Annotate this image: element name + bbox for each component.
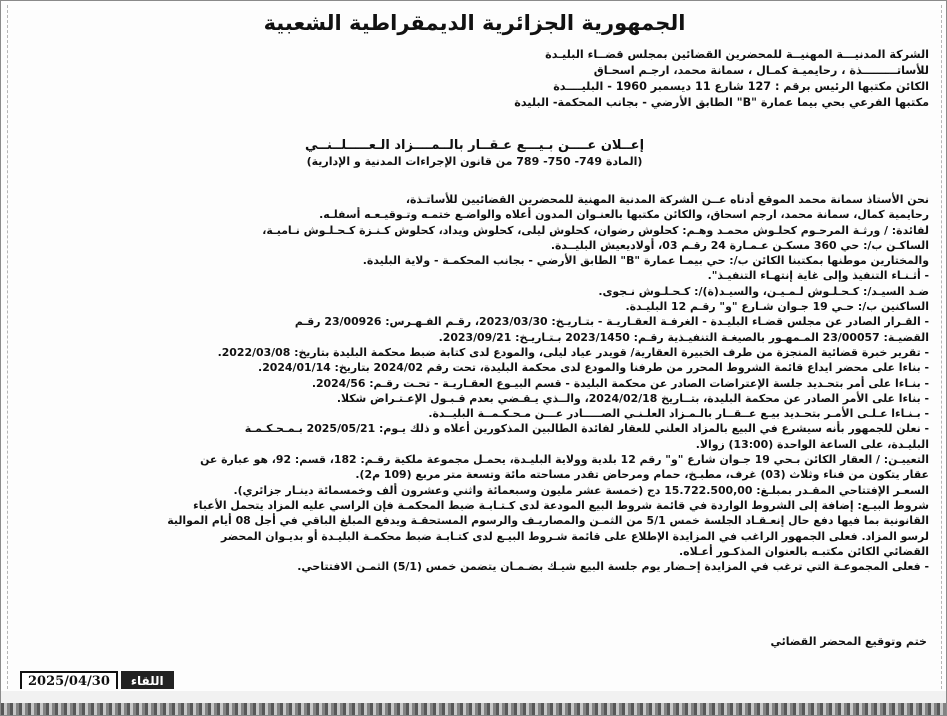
notice-body	[18, 192, 929, 574]
legal-notice	[7, 5, 942, 689]
announcement-subtitle: (المادة 749- 750- 789 من قانون الإجراءات المدنية و الإدارية)	[306, 155, 643, 168]
next-article-edge	[1, 703, 946, 716]
body-line: التعييـن: / العقار الكائن بـحي 19 جـوان شارع "و" رقم 12 بلدية وولاية البليـدة، يحمـل مجموعة ملكية رقـم: 182، قسم: 92، هو عبارة عن	[200, 453, 929, 467]
header-line: مكتبها الفرعي بحي بيما عمارة "B" الطابق الأرضي - بجانب المحكمة- البليدة	[514, 96, 929, 109]
body-line: - بناءا على محضر ايداع قائمة الشروط المحرر من طرفنا والمودع لدى محكمة البليدة، تحت رقم 2024/02 بتاريخ: 2024/01/14.	[258, 361, 929, 375]
body-line: لفائدة: / ورثـة المرحـوم كحلـوش محمـد وهـم: كحلوش رضوان، كحلوش ليلى، كحلوش ويداد، كحلوش كـنـزة كـحـلـوش نـاميـة،	[262, 223, 929, 237]
newspaper-name: اللقاء	[121, 671, 174, 689]
body-line: - القـرار الصادر عن مجلس قضـاء البليـدة - الغرفـة العقـاريـة - بتـاريـخ: 2023/03/30، رقـم الفـهـرس: 23/00926 رقـم	[294, 315, 929, 329]
body-line: - أثـنـاء التنفيذ وإلى غاية إنتهـاء التنفيـذ".	[707, 269, 929, 283]
body-line: القضائي الكائن مكتبـه بالعنوان المذكـور أعـلاه.	[679, 544, 929, 558]
body-line: البليـدة، على الساعة الواحدة (13:00) زوالا.	[695, 437, 929, 451]
body-line: الساكـن ب/: حي 360 مسكـن عـمـارة 24 رقـم 03، أولاديعيش البليــدة.	[550, 238, 929, 252]
body-line: - بـنـاءا عـلـى الأمـر بتحـديد بيـع عــقــار بالـمـزاد العلـنـي الصـــــادر عـــن مـحـكـمــة البليــدة.	[428, 407, 929, 421]
body-line: ضـد السيـد/: كـحـلـوش لـمـيـن، والسيـد(ة)/: كـحـلـوش نـجوى.	[598, 284, 929, 298]
body-line: عقار يتكون من فناء وثلاث (03) غرف، مطبـخ، حمام ومرحاض تقدر مساحته مائة وتسعة متر مربع (109 م2).	[355, 468, 929, 482]
publication-date: 2025/04/30	[20, 671, 118, 689]
header-line: الشركة المدنيـــة المهنيــة للمحضرين القضائين بمجلس قضــاء البليـدة	[545, 48, 929, 61]
body-line: والمختارين موطنها بمكتبنا الكائن ب/: حي بيمـا عمارة "B" الطابق الأرضي - بجانب المحكمـة - ولاية البليدة.	[362, 254, 929, 268]
announcement-block	[8, 138, 941, 168]
publication-footer	[20, 671, 220, 689]
notice-header	[209, 47, 929, 111]
header-line: الكائن مكتبها الرئيس برقم : 127 شارع 11 ديسمبر 1960 - البليــــدة	[553, 80, 929, 93]
body-line: نحن الأستاذ سمانة محمد الموقع أدناه عــن الشركة المدنية المهنية للمحضرين القضائيين للأساتـذة،	[405, 193, 929, 206]
body-line: - بناءا على الأمر الصادر عن محكمة البليدة، بتــاريخ 2024/02/18، والــذي يـقـضي بعدم قـبـول الإعـتـراض شكلا.	[336, 391, 929, 405]
body-line: لرسو المزاد. فعلى الجمهور الراغب في المزايدة الإطلاع على قائمة شـروط البيـع لدى كتـابـة ضبط محكمـة البليـدة أو بديـوان المحضر	[221, 529, 929, 543]
body-line: شروط البيـع: إضافة إلى الشروط الواردة في قائمة شروط البيع المودعة لدى كـتـابـة ضبط المحكمـة فإن الراسي عليه المزاد يتحمل الأعباء	[193, 498, 929, 512]
closing-signature: ختم وتوقيع المحضر القضائي	[770, 635, 927, 648]
header-line: للأساتـــــــــذة ، رحايميـة كمـال ، سمانة محمد، ارجـم اسحـاق	[593, 64, 929, 77]
body-line: السعـر الإفتتاحي المقـدر بمبلـغ: 15.722.500,00 دج (خمسة عشر مليون وسبعمائة واثني وعشرون ألف وخمسمائة دينـار جزائري).	[233, 483, 929, 497]
body-line: القانونية بما فيها دفع حال إنعـقـاد الجلسة خمس 5/1 من الثمـن والمصاريـف والرسوم المستحقـة ويدفع المبلغ الباقي في أجل 08 أيام الموالية	[167, 514, 929, 528]
body-line: - بنـاءا على أمر بتحـديد جلسة الإعتراضات الصادر عن محكمة البليدة - قسم البيـوع العقـاريـة - تحـت رقـم: 2024/56.	[311, 376, 929, 390]
body-line: - نعلن للجمهور بأنه سيشرع في البيع بالمزاد العلني للعقار لفائدة الطالبين المذكورين أعلاه و ذلك يـوم: 2025/05/21 بـمـحـكـمـة	[244, 422, 929, 436]
body-line: الساكنين ب/: حـي 19 جـوان شـارع "و" رقـم 12 البليـدة.	[625, 300, 929, 314]
body-line: - فعلى المجموعـة التي ترغب في المزايدة إحـضار يوم جلسة البيع شيـك بضـمـان يتضمن خمس (5/1) الثمـن الافتتاحي.	[297, 560, 929, 574]
body-line: - تقرير خبرة قضائية المنجزة من طرف الخبيرة العقارية/ قويدر عياد ليلى، والمودع لدى كتابة ضبط محكمة البليدة بتاريخ: 2022/03/08.	[217, 345, 929, 359]
body-line: القضيـة: 23/00057 المـمهـور بالصيغـة التنفيـذية رقـم: 2023/1450 بـتـاريـخ: 2023/09/21.	[438, 330, 929, 344]
body-line: رحايمية كمال، سمانة محمد، ارجم اسحاق، والكائن مكتبها بالعنـوان المدون أعلاه والواضـع ختمـه وتـوقيـعـه أسفلـه.	[319, 208, 929, 222]
notice-title: الجمهورية الجزائرية الديمقراطية الشعبية	[263, 11, 686, 35]
page-margin	[1, 691, 946, 703]
announcement-title: إعــلان عــــن بـيـــع عـقــار بالــمــــزاد الـعـــــلــنــي	[304, 138, 645, 153]
